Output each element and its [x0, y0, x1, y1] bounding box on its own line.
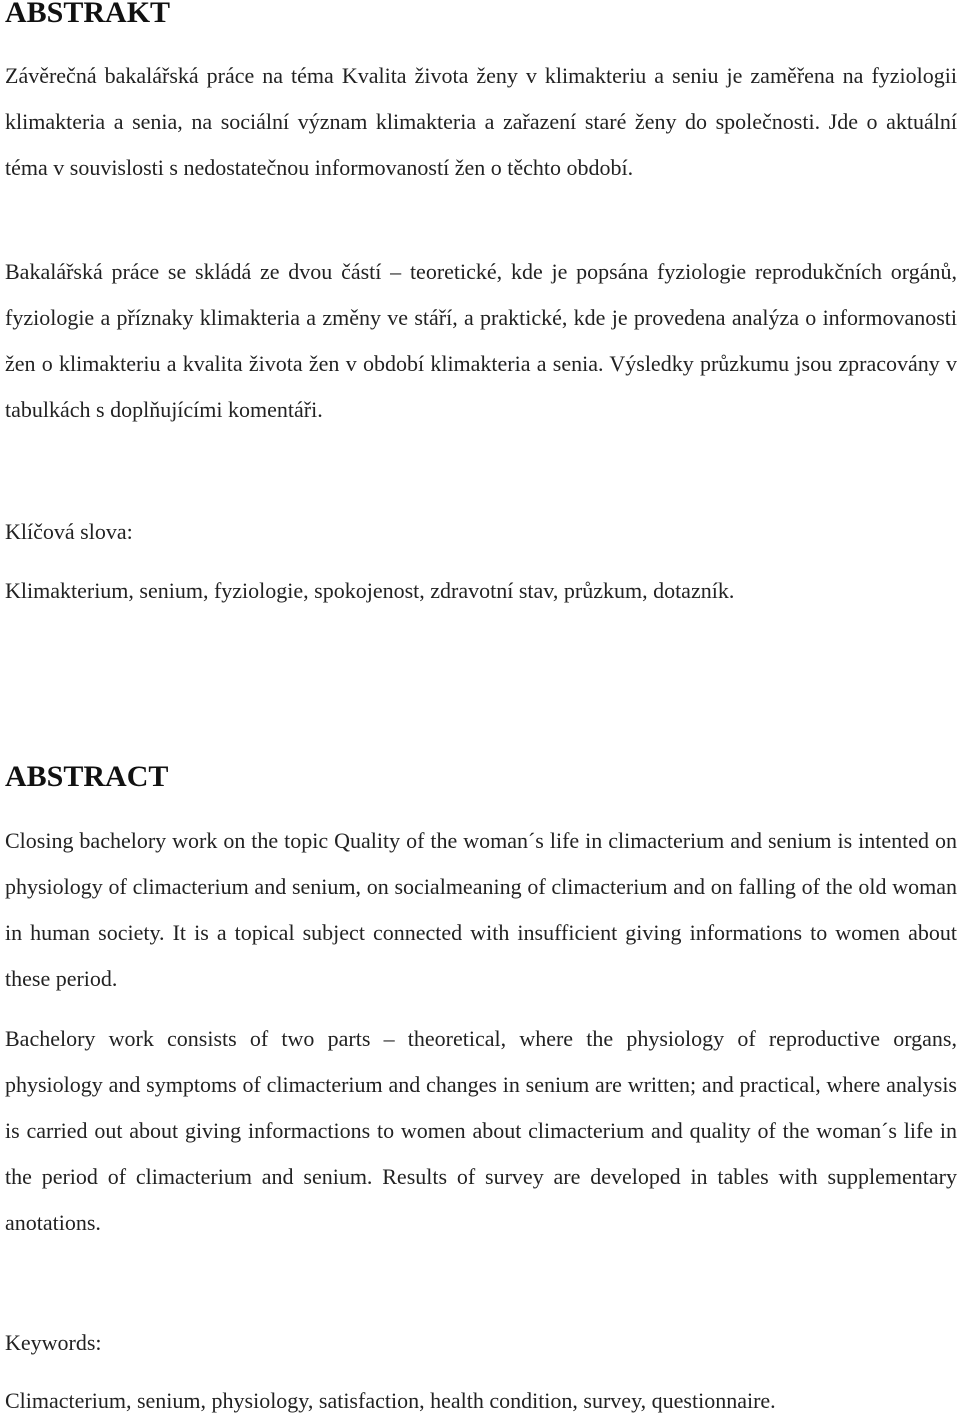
abstract-paragraph-1: Closing bachelory work on the topic Quality of the woman´s life in climacterium and senium is intented on physiology of climacterium and senium, on socialmeaning of climacterium and on falling of the old woman in human society. It is a topical subject connected with insufficient giving informations to women about these period. — [5, 828, 957, 991]
abstract-paragraph-2: Bachelory work consists of two parts – theoretical, where the physiology of reproductive organs, physiology and symptoms of climacterium and changes in senium are written; and practical, where analysis is carried out about giving informactions to women about climacterium and quality of the woman´s life in the period of climacterium and senium. Results of survey are developed in tables with supplementary anotations. — [5, 1026, 957, 1235]
klicova-slova-label: Klíčová slova: — [5, 519, 133, 544]
abstract-heading: ABSTRACT — [5, 760, 169, 793]
keywords-label: Keywords: — [5, 1330, 102, 1355]
klicova-slova-text: Klimakterium, senium, fyziologie, spokojenost, zdravotní stav, průzkum, dotazník. — [5, 578, 735, 603]
abstrakt-paragraph-1: Závěrečná bakalářská práce na téma Kvalita života ženy v klimakteriu a seniu je zaměřena na fyziologii klimakteria a senia, na sociální význam klimakteria a zařazení staré ženy do společnosti. Jde o aktuální téma v souvislosti s nedostatečnou informovaností žen o těchto období. — [5, 63, 957, 180]
keywords-text: Climacterium, senium, physiology, satisfaction, health condition, survey, questionnaire. — [5, 1388, 776, 1413]
abstrakt-heading: ABSTRAKT — [5, 0, 171, 29]
abstrakt-paragraph-2: Bakalářská práce se skládá ze dvou částí – teoretické, kde je popsána fyziologie reprodukčních orgánů, fyziologie a příznaky klimakteria a změny ve stáří, a praktické, kde je provedena analýza o informovanosti žen o klimakteriu a kvalita života žen v období klimakteria a senia. Výsledky průzkumu jsou zpracovány v tabulkách s doplňujícími komentáři. — [5, 259, 957, 422]
